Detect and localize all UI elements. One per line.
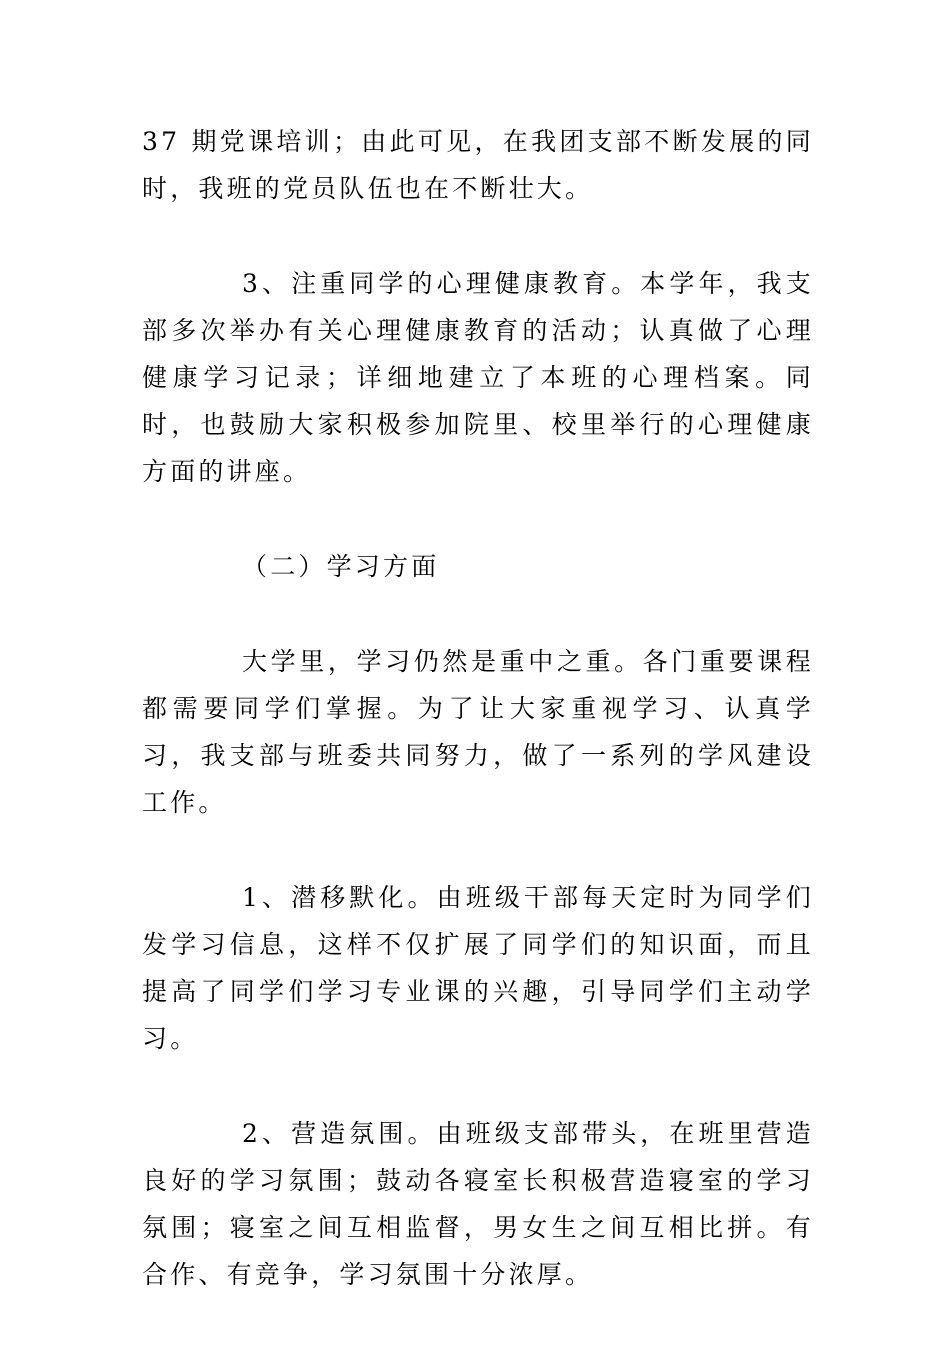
document-body xyxy=(142,118,814,1346)
paragraph-study-intro: 大学里，学习仍然是重中之重。各门重要课程都需要同学们掌握。为了让大家重视学习、认真学习，我支部与班委共同努力，做了一系列的学风建设工作。 xyxy=(142,647,814,817)
paragraph-atmosphere: 2、营造氛围。由班级支部带头，在班里营造良好的学习氛围；鼓动各寝室长积极营造寝室的学习氛围；寝室之间互相监督，男女生之间互相比拼。有合作、有竞争，学习氛围十分浓厚。 xyxy=(142,1119,814,1289)
section-heading-study: （二）学习方面 xyxy=(242,552,440,581)
paragraph-subtle-influence: 1、潜移默化。由班级干部每天定时为同学们发学习信息，这样不仅扩展了同学们的知识面，而且提高了同学们学习专业课的兴趣，引导同学们主动学习。 xyxy=(142,883,814,1053)
paragraph-party-training: 37 期党课培训；由此可见，在我团支部不断发展的同时，我班的党员队伍也在不断壮大。 xyxy=(142,127,814,203)
paragraph-mental-health: 3、注重同学的心理健康教育。本学年，我支部多次举办有关心理健康教育的活动；认真做了心理健康学习记录；详细地建立了本班的心理档案。同时，也鼓励大家积极参加院里、校里举行的心理健康方面的讲座。 xyxy=(142,269,814,486)
